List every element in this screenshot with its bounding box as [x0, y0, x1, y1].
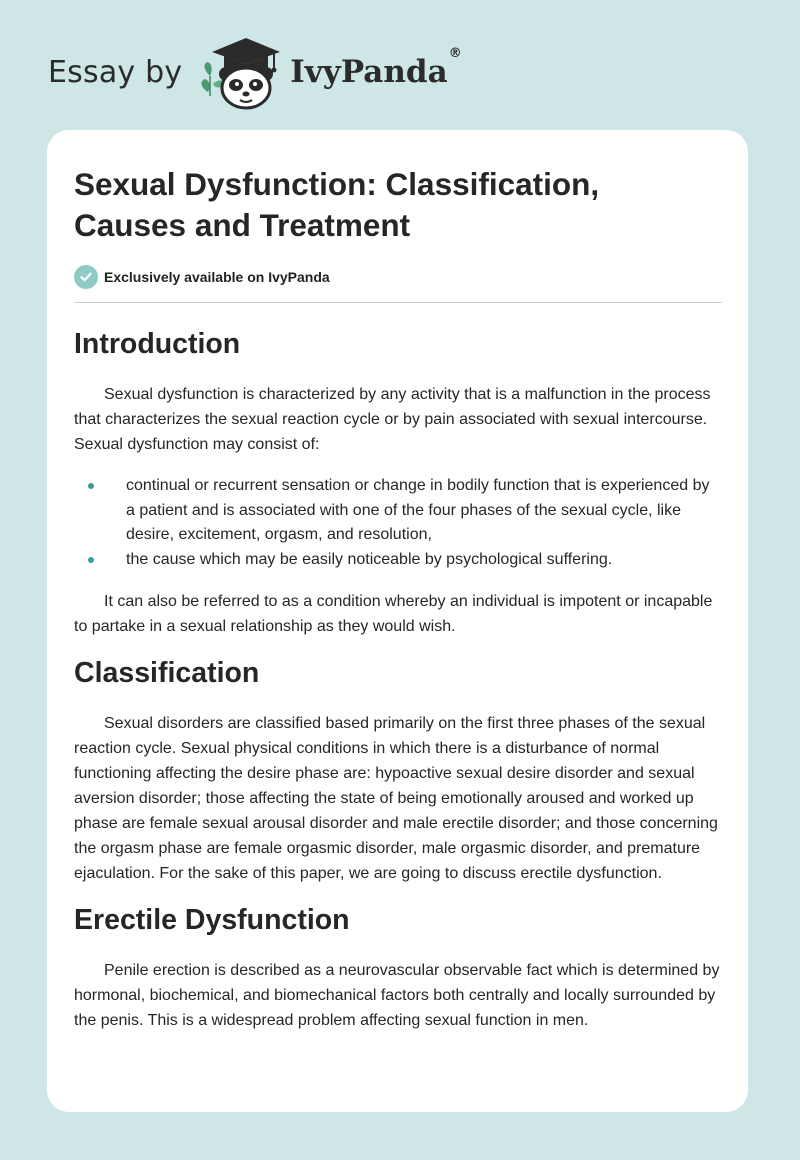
list-item-text: continual or recurrent sensation or change in bodily function that is experienced by a patient and is associated with one of the four phases of the sexual cycle, like desire, excitement, orgasm, and resolution, — [126, 477, 710, 543]
list-item — [74, 548, 722, 573]
list-item — [74, 474, 722, 548]
bullet-icon — [88, 557, 94, 563]
bullet-icon — [88, 483, 94, 489]
registered-mark: ® — [448, 45, 462, 61]
list-item-text: the cause which may be easily noticeable by psychological suffering. — [126, 550, 613, 568]
paragraph: Penile erection is described as a neurovascular observable fact which is determined by hormonal, biochemical, and biomechanical factors both centrally and locally surrounded by the penis. This is a widespread problem affecting sexual function in men. — [74, 962, 720, 1029]
bullet-list — [74, 474, 722, 572]
site-header — [48, 34, 462, 110]
section-heading-erectile-dysfunction: Erectile Dysfunction — [74, 904, 350, 936]
title-divider — [74, 302, 722, 303]
exclusive-badge — [74, 265, 722, 289]
exclusive-badge-label: Exclusively available on IvyPanda — [104, 269, 330, 285]
paragraph: It can also be referred to as a condition whereby an individual is impotent or incapable to partake in a sexual relationship as they would wish. — [74, 593, 713, 635]
essay-title-line-1: Sexual Dysfunction: Classification, — [74, 166, 600, 202]
paragraph: Sexual dysfunction is characterized by any activity that is a malfunction in the process that characterizes the sexual reaction cycle or by pain associated with sexual intercourse. Sexual dysfunction may consist of: — [74, 386, 711, 453]
essay-by-label: Essay by — [48, 54, 183, 90]
brand-name[interactable]: IvyPanda® — [290, 45, 462, 90]
essay-title-line-2: Causes and Treatment — [74, 207, 411, 243]
section-heading-introduction: Introduction — [74, 328, 241, 360]
panda-logo-icon[interactable] — [196, 34, 288, 110]
essay-card — [47, 130, 748, 1112]
check-icon — [74, 265, 98, 289]
section-heading-classification: Classification — [74, 657, 260, 689]
essay-title — [74, 164, 722, 246]
paragraph: Sexual disorders are classified based primarily on the first three phases of the sexual reaction cycle. Sexual physical conditions in which there is a disturbance of normal functioning affecting the desire phase are: hypoactive sexual desire disorder and sexual aversion disorder; those affecting the state of being emotionally aroused and worked up phase are female sexual arousal disorder and male erectile disorder; and those concerning the orgasm phase are female orgasmic disorder, male orgasmic disorder, and premature ejaculation. For the sake of this paper, we are going to discuss erectile dysfunction. — [74, 715, 718, 882]
